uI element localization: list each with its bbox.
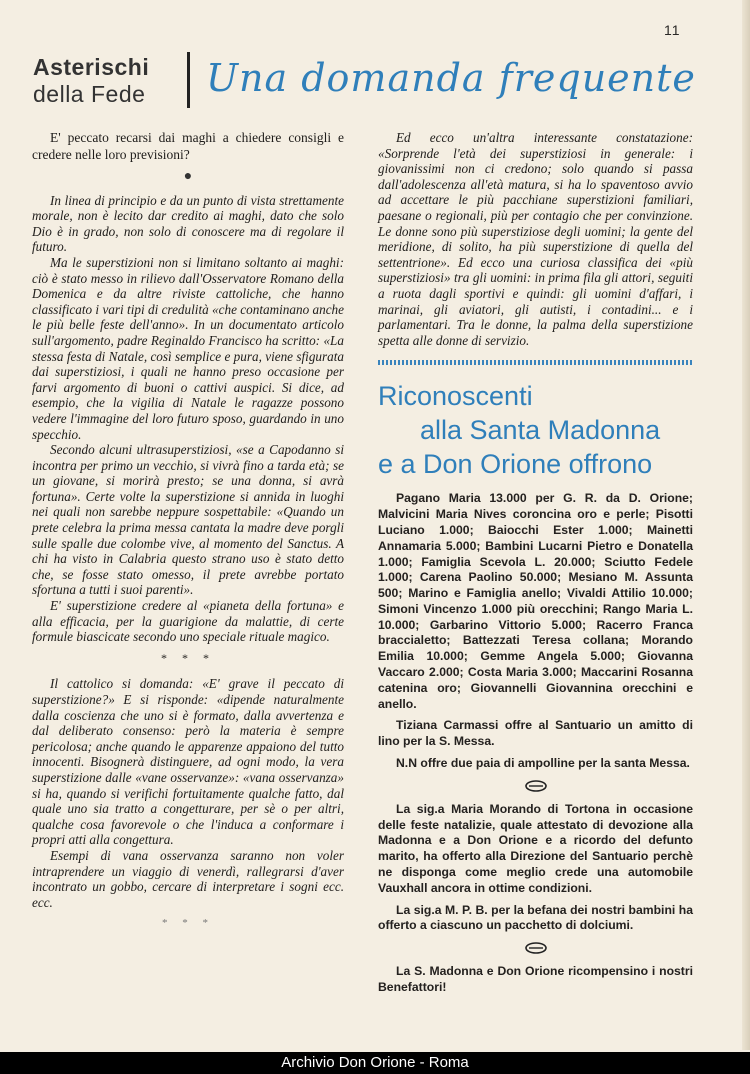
donation-tiziana: Tiziana Carmassi offre al Santuario un amitto di lino per la S. Messa. [378,718,693,749]
emblem-icon [525,780,547,792]
paragraph-2: Ma le superstizioni non si limitano soltanto ai maghi: ciò è stato messo in rilievo dall'Osservatore Romano della Domenica e da altre riviste cattoliche, che hanno classificato i vari tipi di credulità «che contaminano anche le più belle feste dell'anno». In un documentato articolo sull'argomento, padre Reginaldo Francisco ha scritto: «La stessa festa di Natale, così semplice e pura, viene sfigurata dai superstiziosi, i quali ne hanno preso occasione per farvi argomento di buoni o cattivi auspici. Si dice, ad esempio, che la vigilia di Natale le ragazze possono vedere l'immagine del loro futuro sposo, guardando in uno specchio. [32,254,344,442]
donations-heading-line-2: alla Santa Madonna [420,415,661,446]
separator-dot: ● [183,169,193,184]
column-rubric [33,54,183,108]
header-divider [187,52,190,108]
donors-list: Pagano Maria 13.000 per G. R. da D. Orione; Malvicini Maria Nives coroncina oro e perle; Pisotti Luciano 1.000; Baiocchi Ester 1.000; Mainetti Annamaria 5.000; Bambini Lucarni Pietro e Donatella 1.000; Famiglia Scevola L. 20.000; Sciutto Fedele 1.000; Carena Paolino 50.000; Mesiano M. Assunta 500; Marino e Famiglia anello; Vivaldi Attilio 10.000; Simoni Vincenzo 1.000 più orecchini; Rango Maria L. 10.000; Garbarino Vittorio 5.000; Racerro Franca braccialetto; Battezzati Teresa collana; Morando Emilia 10.000; Gemme Angela 5.000; Giovanna Vaccaro 2.000; Costa Maria 3.000; Maccarini Rosanna catenina oro; Giovannelli Giovannina orecchini e anello. [378,491,693,711]
donation-morando: La sig.a Maria Morando di Tortona in occasione delle feste natalizie, quale attestato di devozione alla Madonna e a Don Orione e a ricordo del defunto marito, ha offerto alla Direzione del Santuario perchè ne disponga come meglio crede una automobile Vauxhall ancora in ottime condizioni. [378,801,693,895]
page-edge [742,0,750,1050]
dotted-divider [378,360,693,365]
closing-blessing: La S. Madonna e Don Orione ricompensino i nostri Benefattori! [378,964,693,995]
paragraph-4: E' superstizione credere al «pianeta della fortuna» e alla efficacia, per la guarigione da malattie, di certe formule biascicate secondo uno speciale rituale magico. [32,598,344,645]
rubric-line-2: della Fede [33,81,146,107]
paragraph-5: Il cattolico si domanda: «E' grave il peccato di superstizione?» E si risponde: «dipende naturalmente dalla coscienza che uno si è formato, dalla avvertenza e dal deliberato consenso: però la materia è sempre pericolosa; anche quando le apparenze appaiono del tutto innocenti. Bisognerà distinguere, ad ogni modo, la vera superstizione dalle «vane osservanze»: «vana osservanza» si ha, quando si verifichi fortuitamente qualche fatto, dal quale uno sia tratto a congetturare, per sè o per altri, qualche cosa favorevole o che l'induca a conformare i propri atti alla congettura. [32,676,344,848]
right-column [378,130,693,1002]
donations-heading-line-1: Riconoscenti [378,381,533,412]
donation-nn: N.N offre due paia di ampolline per la santa Messa. [396,756,690,771]
donations-list [378,491,693,996]
question: E' peccato recarsi dai maghi a chiedere consigli e credere nelle loro previsioni? [32,130,344,162]
donations-heading [378,379,693,481]
rubric-line-1: Asterischi [33,54,150,80]
left-column [32,130,344,932]
section-stars: * * * [161,650,215,665]
paragraph-6: Esempi di vana osservanza saranno non voler intraprendere un viaggio di venerdì, rallegrarsi d'aver incontrato un gobbo, cercare di interpretare i sogni ecc. ecc. [32,847,344,910]
emblem-icon [525,942,547,954]
donations-heading-line-3: e a Don Orione offrono [378,449,653,480]
archive-footer: Archivio Don Orione - Roma [0,1052,750,1074]
donation-mpb: La sig.a M. P. B. per la befana dei nostri bambini ha offerto a ciascuno un pacchetto di dolciumi. [378,902,693,933]
article-title: Una domanda frequente [206,56,696,100]
right-paragraph: Ed ecco un'altra interessante constatazione: «Sorprende l'età dei superstiziosi in generale: i giovanissimi non ci credono; solo quando si passa dall'adolescenza all'età matura, si ha lo spaventoso avvio ad accettare le più pacchiane superstizioni familiari, paesane o regionali, più per contagio che per convinzione. Le donne sono più superstiziose degli uomini; la gente del meridione, di solito, ha più superstizione di quella del settentrione». Ed ecco una curiosa classifica dei «più superstiziosi» tra gli uomini: in prima fila gli attori, seguiti a ruota dagli sportivi e quindi: gli uomini d'affari, i marinai, gli aviatori, gli autisti, i contadini... e i parlamentari. Tra le donne, la palma della superstizione spetta alle donne di servizio. [378,130,693,348]
paragraph-3: Secondo alcuni ultrasuperstiziosi, «se a Capodanno si incontra per primo un vecchio, si vivrà fino a tarda età; se un giovane, si morirà presto; se una donna, si avrà fortuna». Certe volte la superstizione si annida in luoghi nei quali non sarebbe neppure sospettabile: «Quando un prete celebra la prima messa cantata la madre deve porgli sulle spalle due colombe vive, al momento del Sanctus. A chi ha visto in Calabria questo strano uso è stato detto che, se fosse stato omesso, il prete avrebbe portato sfortuna a tutti i suoi parenti». [32,442,344,598]
page-number: 11 [664,22,681,38]
paragraph-1: In linea di principio e da un punto di vista strettamente morale, non è lecito dar credito ai maghi, dato che solo Dio è in grado, non solo di conoscere ma di regolare il futuro. [32,192,344,255]
end-stars: * * * [162,917,214,930]
